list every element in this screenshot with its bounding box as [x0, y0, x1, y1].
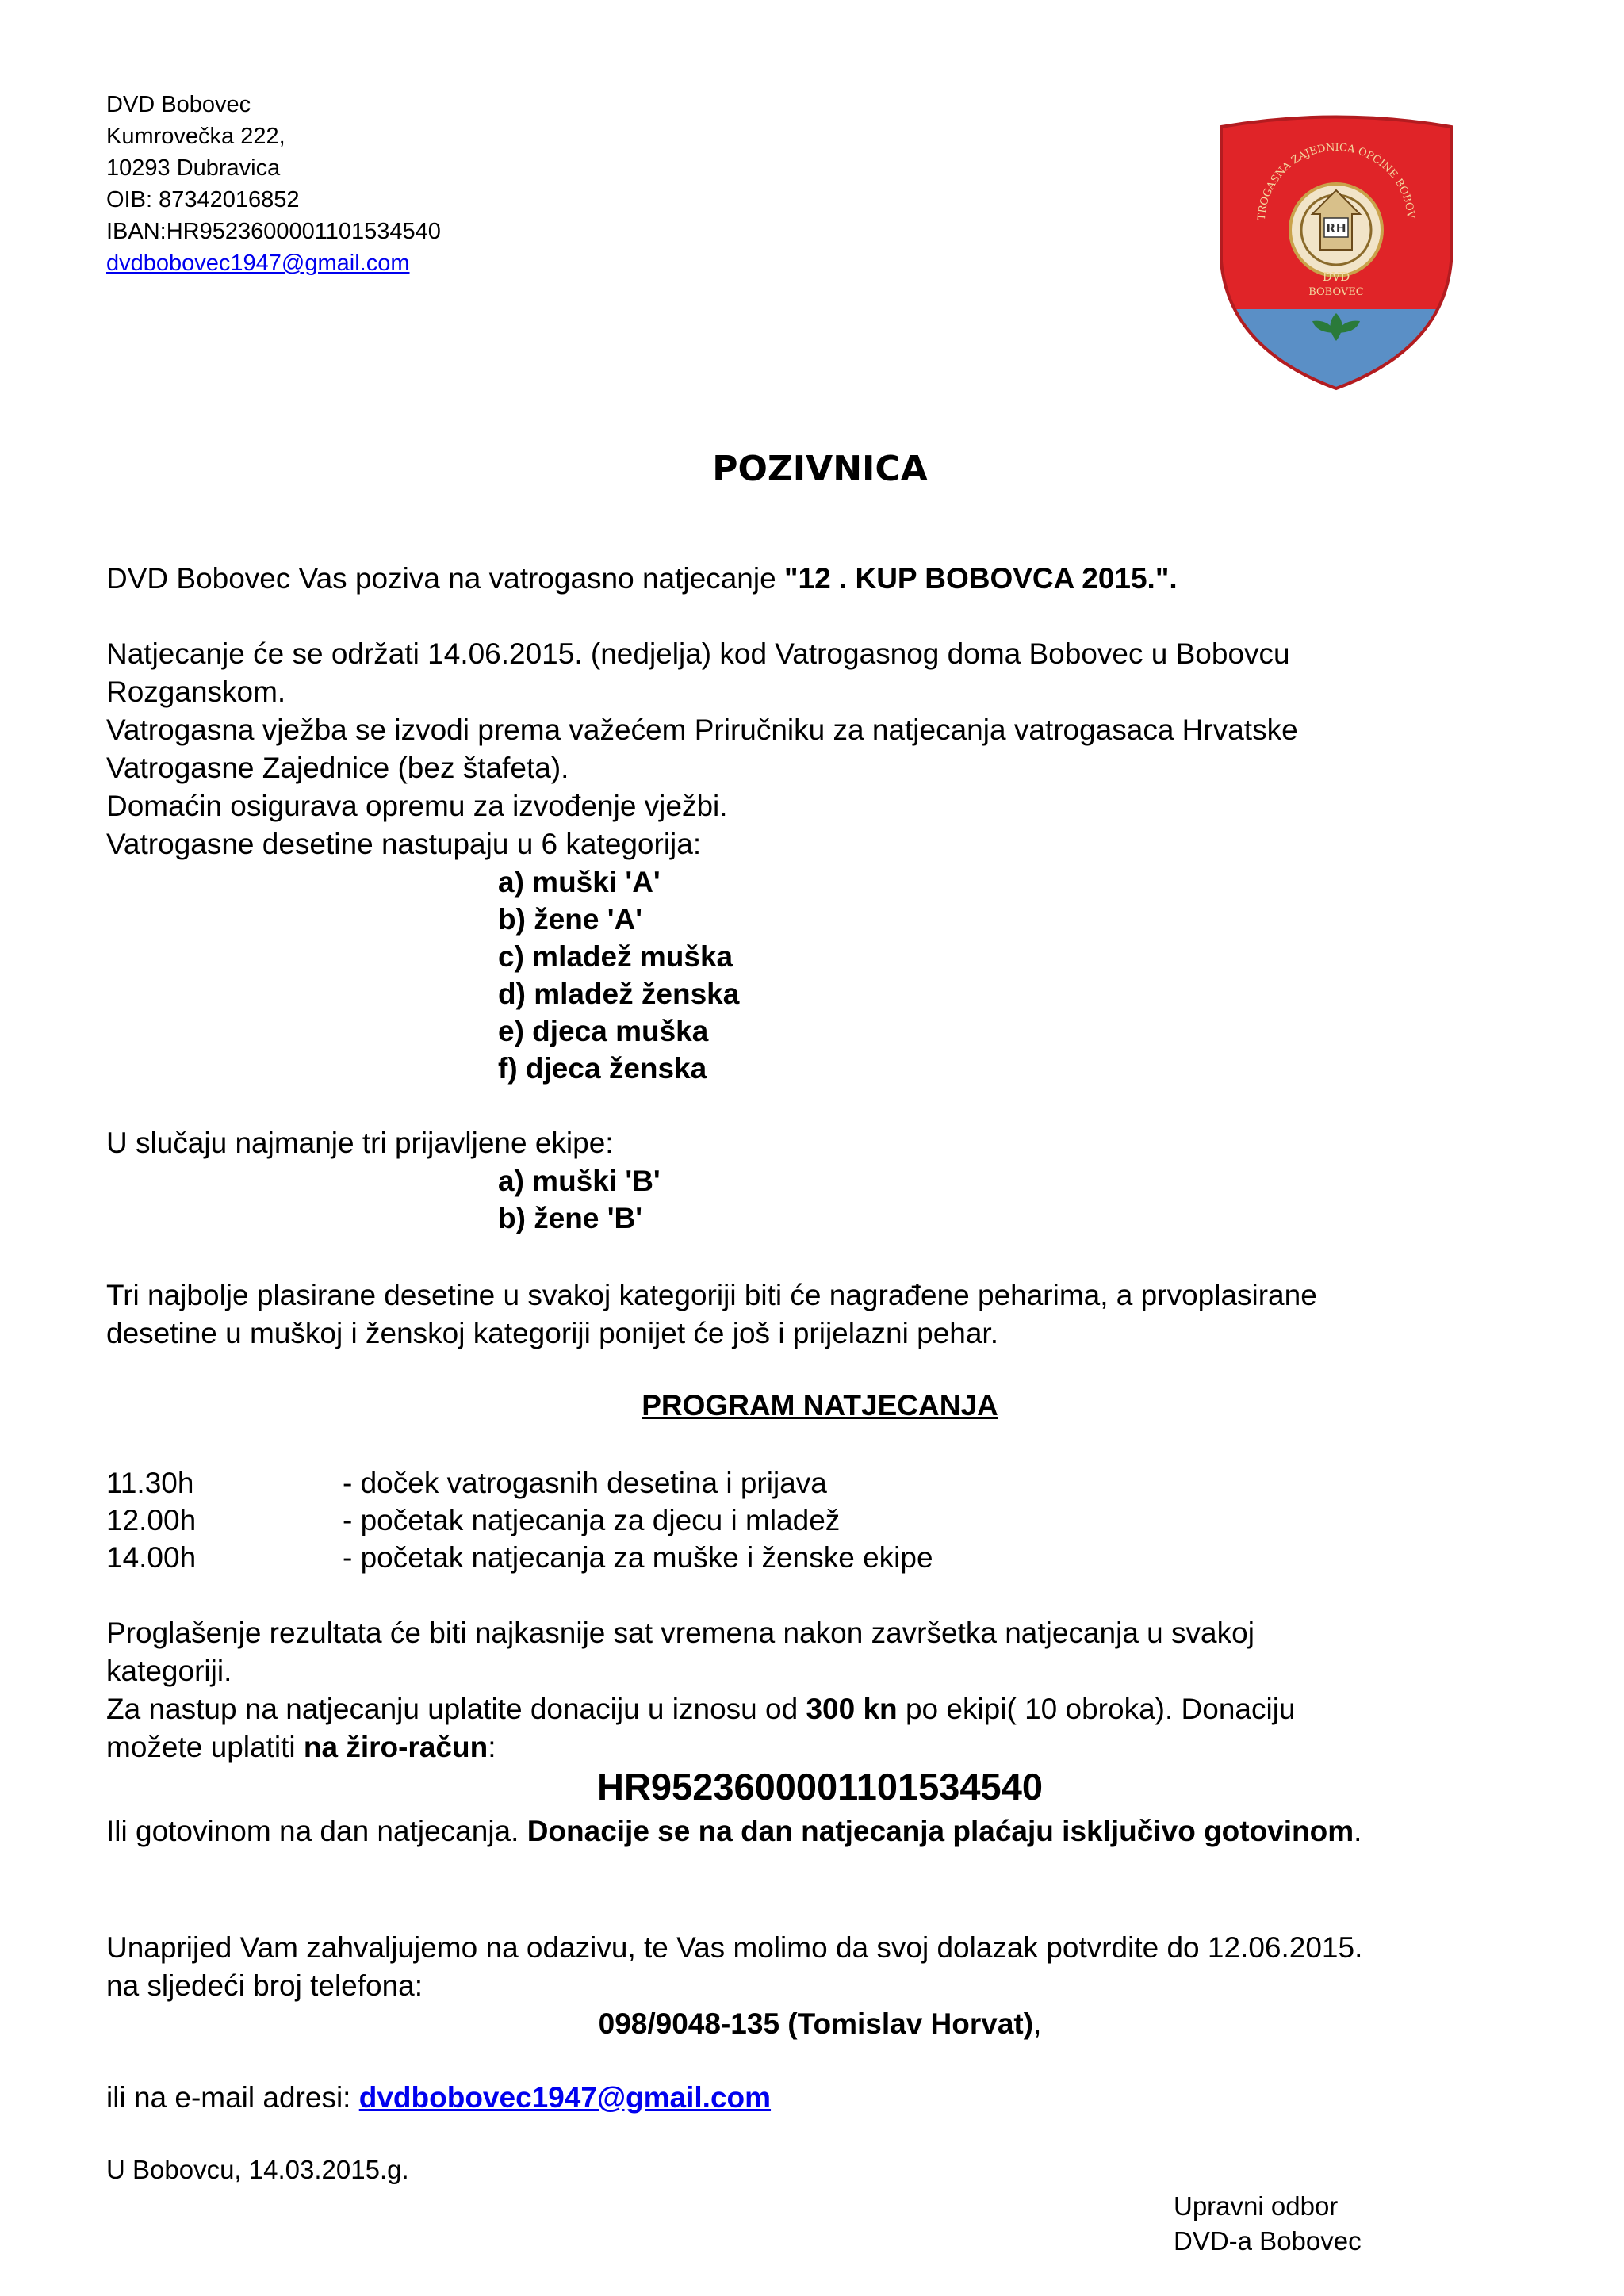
program-time: 14.00h	[106, 1541, 197, 1574]
program-desc: - doček vatrogasnih desetina i prijava	[343, 1467, 827, 1499]
confirm-line-2: na sljedeći broj telefona:	[106, 1969, 423, 2002]
program-desc: - početak natjecanja za djecu i mladež	[343, 1504, 841, 1536]
sender-address-block	[106, 89, 441, 279]
extra-categories-intro: U slučaju najmanje tri prijavljene ekipe:	[106, 1127, 614, 1159]
payment-line-2	[106, 1728, 496, 1766]
logo-lower-text-2: BOBOVEC	[1308, 286, 1364, 298]
extra-category-item: b) žene 'B'	[498, 1202, 643, 1234]
payment-text: Ili gotovinom na dan natjecanja.	[106, 1815, 527, 1847]
payment-text: po ekipi( 10 obroka). Donaciju	[897, 1693, 1296, 1725]
program-time: 11.30h	[106, 1467, 194, 1499]
confirm-line-1: Unaprijed Vam zahvaljujemo na odazivu, te Vas molimo da svoj dolazak potvrdite do 12.06.2015.	[106, 1931, 1363, 1964]
payment-text: .	[1354, 1815, 1362, 1847]
program-desc: - početak natjecanja za muške i ženske ekipe	[343, 1541, 933, 1574]
category-item: d) mladež ženska	[498, 978, 740, 1010]
signature-line-1: Upravni odbor	[1174, 2191, 1339, 2221]
sender-name: DVD Bobovec	[106, 92, 251, 117]
email-line	[106, 2079, 771, 2117]
category-item: a) muški 'A'	[498, 866, 661, 898]
contact-phone: 098/9048-135 (Tomislav Horvat)	[598, 2007, 1034, 2040]
body-line-4: Vatrogasne Zajednice (bez štafeta).	[106, 752, 569, 784]
page-title: POZIVNICA	[712, 449, 928, 489]
body-line-5: Domaćin osigurava opremu za izvođenje vježbi.	[106, 790, 728, 822]
sender-iban: IBAN:HR9523600001101534540	[106, 219, 441, 244]
category-item: b) žene 'A'	[498, 903, 643, 936]
body-line-6: Vatrogasne desetine nastupaju u 6 kategorija:	[106, 828, 702, 860]
sender-street: Kumrovečka 222,	[106, 124, 285, 149]
email-label: ili na e-mail adresi:	[106, 2081, 359, 2114]
sender-oib: OIB: 87342016852	[106, 187, 300, 212]
sender-city: 10293 Dubravica	[106, 155, 281, 181]
payment-iban: HR9523600001101534540	[597, 1766, 1043, 1808]
program-title: PROGRAM NATJECANJA	[642, 1389, 998, 1422]
signature-line-2: DVD-a Bobovec	[1174, 2226, 1362, 2256]
payment-text: možete uplatiti	[106, 1731, 304, 1763]
body-line-3: Vatrogasna vježba se izvodi prema važećem Priručniku za natjecanja vatrogasaca Hrvatske	[106, 714, 1298, 746]
awards-line-2: desetine u muškoj i ženskoj kategoriji ponijet će još i prijelazni pehar.	[106, 1317, 998, 1349]
results-line-1: Proglašenje rezultata će biti najkasnije sat vremena nakon završetka natjecanja u svakoj	[106, 1617, 1254, 1649]
event-name: "12 . KUP BOBOVCA 2015.".	[783, 562, 1178, 595]
body-line-1: Natjecanje će se održati 14.06.2015. (nedjelja) kod Vatrogasnog doma Bobovec u Bobovcu	[106, 637, 1290, 670]
logo-lower-text-1: DVD	[1322, 270, 1350, 284]
payment-account-label: na žiro-račun	[303, 1731, 488, 1763]
category-item: f) djeca ženska	[498, 1052, 707, 1085]
results-line-2: kategoriji.	[106, 1655, 232, 1687]
sender-email-link[interactable]: dvdbobovec1947@gmail.com	[106, 251, 410, 276]
program-time: 12.00h	[106, 1504, 197, 1536]
intro-text: DVD Bobovec Vas poziva na vatrogasno natjecanje	[106, 562, 784, 595]
body-line-2: Rozganskom.	[106, 675, 286, 708]
contact-phone-suffix: ,	[1033, 2007, 1042, 2040]
payment-text: :	[488, 1731, 496, 1763]
payment-line-3	[106, 1812, 1362, 1850]
place-date: U Bobovcu, 14.03.2015.g.	[106, 2155, 409, 2184]
payment-amount: 300 kn	[806, 1693, 898, 1725]
extra-category-item: a) muški 'B'	[498, 1165, 661, 1197]
payment-text: Za nastup na natjecanju uplatite donaciju u iznosu od	[106, 1693, 806, 1725]
fire-brigade-shield-emblem	[1205, 111, 1467, 396]
category-item: c) mladež muška	[498, 940, 733, 973]
category-item: e) djeca muška	[498, 1015, 709, 1047]
payment-line-1	[106, 1690, 1296, 1728]
logo-center-text: RH	[1325, 221, 1347, 235]
logo-ring-text: TROGASNA ZAJEDNICA OPĆINE BOBOV	[1255, 141, 1416, 221]
awards-line-1: Tri najbolje plasirane desetine u svakoj kategoriji biti će nagrađene peharima, a prvoplasirane	[106, 1279, 1317, 1311]
contact-phone-line	[0, 2005, 1624, 2043]
contact-email-link[interactable]: dvdbobovec1947@gmail.com	[358, 2081, 772, 2114]
invitation-intro	[106, 560, 1178, 598]
payment-cash-note: Donacije se na dan natjecanja plaćaju isključivo gotovinom	[527, 1815, 1354, 1847]
